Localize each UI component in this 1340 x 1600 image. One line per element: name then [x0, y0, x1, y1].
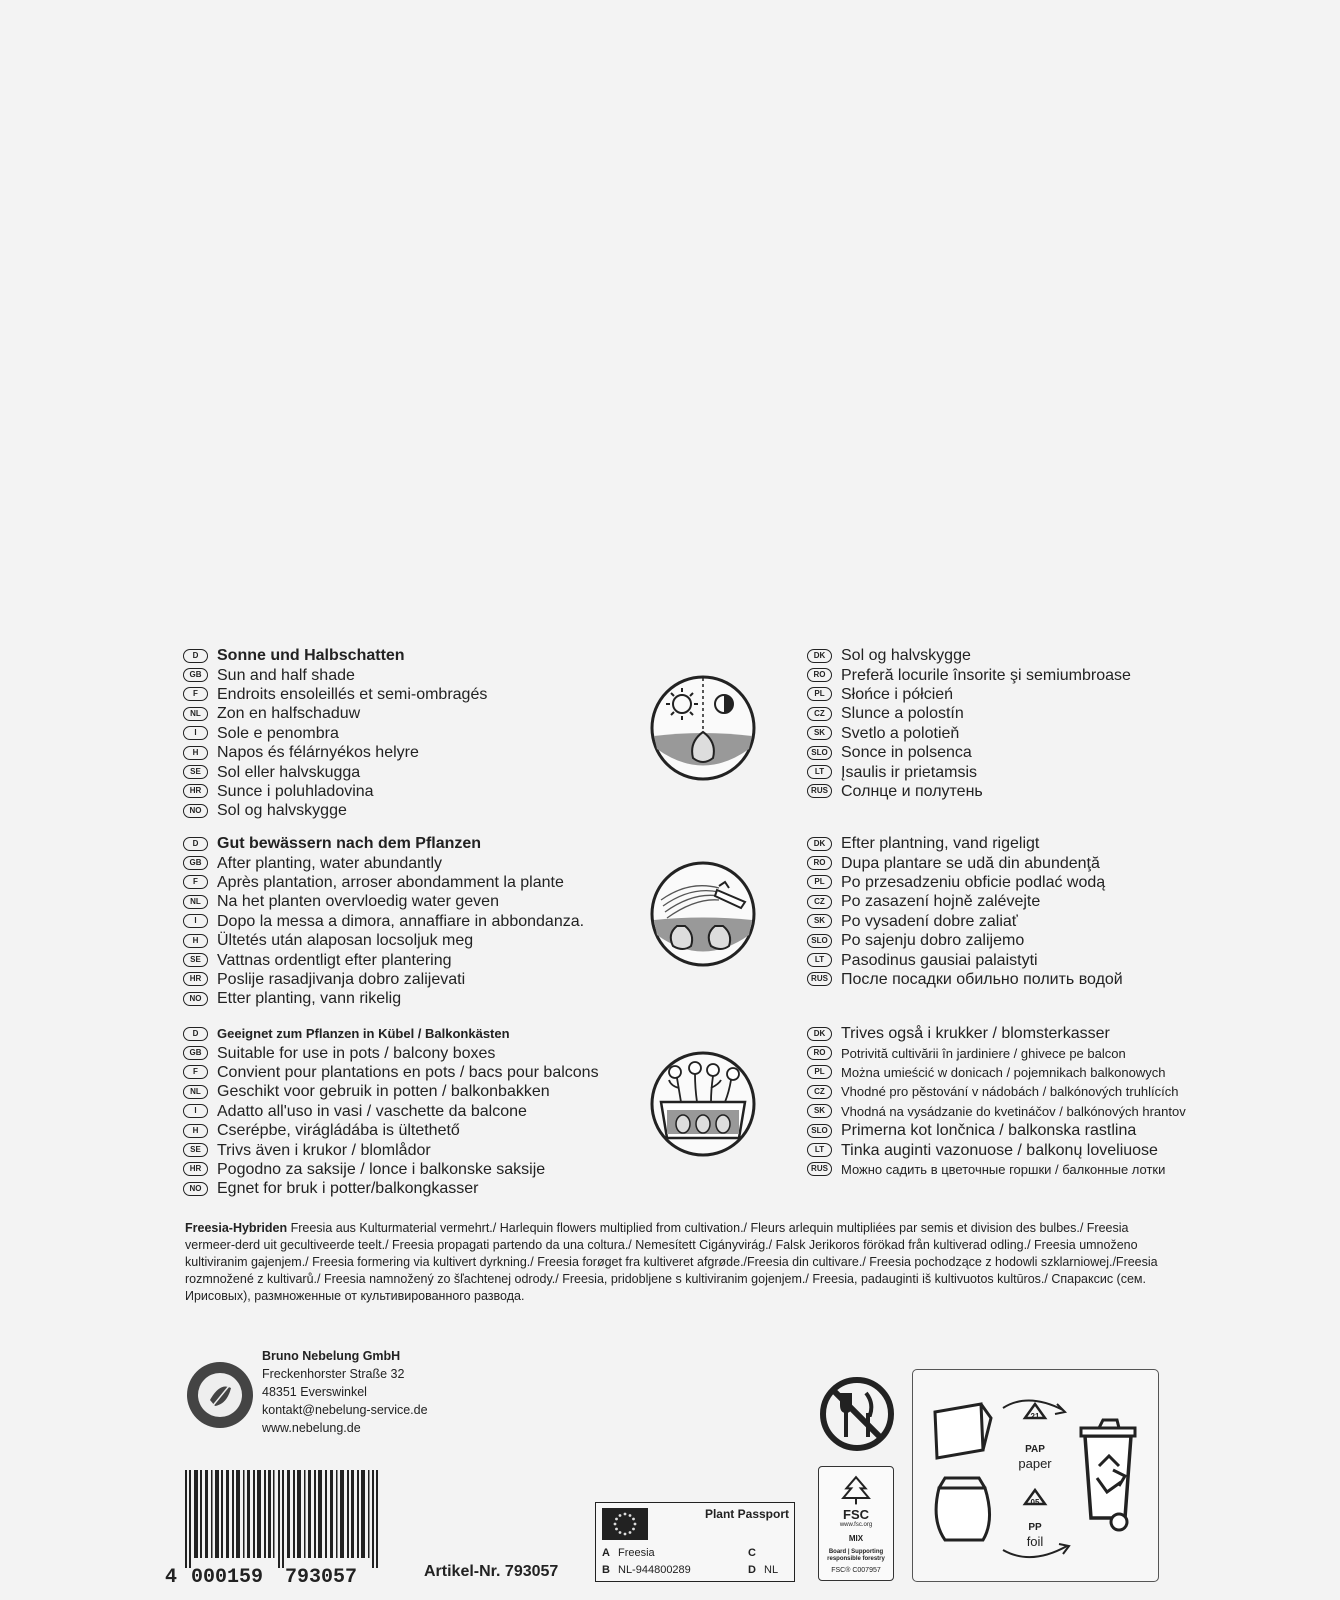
lang-badge: F	[183, 687, 208, 701]
list-item-text: Можно садить в цветочные горшки / балконные лотки	[841, 1161, 1166, 1177]
sun-right-list	[807, 646, 1167, 801]
water-right-list	[807, 834, 1167, 989]
list-item-text: Egnet for bruk i potter/balkongkasser	[217, 1180, 479, 1198]
lang-badge: RUS	[807, 1162, 832, 1176]
lang-badge: D	[183, 649, 208, 663]
list-item	[807, 892, 1167, 911]
list-item-text: Pogodno za saksije / lonce i balkonske saksije	[217, 1160, 546, 1178]
lang-badge: LT	[807, 765, 832, 779]
company-street: Freckenhorster Straße 32	[262, 1367, 405, 1381]
list-item	[807, 950, 1167, 969]
list-item-text: Po zasazení hojně zalévejte	[841, 893, 1041, 911]
list-item	[807, 912, 1167, 931]
list-item	[807, 743, 1167, 762]
list-item	[183, 1063, 643, 1082]
list-item-text: Dopo la messa a dimora, annaffiare in abbondanza.	[217, 912, 585, 930]
list-item-text: Convient pour plantations en pots / bacs pour balcons	[217, 1063, 599, 1081]
list-item	[807, 665, 1167, 684]
list-item-text: Sun and half shade	[217, 666, 355, 684]
lang-badge: DK	[807, 1027, 832, 1041]
lang-badge: SLO	[807, 1124, 832, 1138]
list-item-text: Poslije rasadjivanja dobro zalijevati	[217, 970, 466, 988]
lang-badge: PL	[807, 687, 832, 701]
list-item-text: Sol og halvskygge	[217, 802, 347, 820]
list-item-text: Pasodinus gausiai palaistyti	[841, 951, 1038, 969]
fsc-tree-icon	[832, 1473, 880, 1507]
lang-badge: PL	[807, 1065, 832, 1079]
lang-badge: HR	[183, 784, 208, 798]
list-item	[183, 892, 643, 911]
not-for-food-icon	[818, 1375, 896, 1453]
lang-badge: GB	[183, 856, 208, 870]
list-item-text: Après plantation, arroser abondamment la plante	[217, 873, 564, 891]
lang-badge: CZ	[807, 707, 832, 721]
fsc-web: www.fsc.org	[839, 1522, 873, 1528]
list-item-text: Dupa plantare se udă din abundenţă	[841, 854, 1100, 872]
lang-badge: NL	[183, 1085, 208, 1099]
barcode-bars	[185, 1470, 378, 1568]
passport-c-label: C	[748, 1547, 756, 1559]
lang-badge: H	[183, 934, 208, 948]
lang-badge: GB	[183, 668, 208, 682]
list-item	[807, 704, 1167, 723]
foil-code: 05	[1030, 1498, 1040, 1507]
lang-badge: SK	[807, 914, 832, 928]
company-email[interactable]: kontakt@nebelung-service.de	[262, 1403, 428, 1417]
lang-badge: RO	[807, 1046, 832, 1060]
lang-badge: CZ	[807, 895, 832, 909]
paper-abbr: PAP	[1025, 1444, 1045, 1455]
fsc-mix: MIX	[848, 1534, 864, 1543]
lang-badge: SK	[807, 1104, 832, 1118]
lang-badge: NO	[183, 1182, 208, 1196]
lang-badge: DK	[807, 837, 832, 851]
lang-badge: RUS	[807, 972, 832, 986]
lang-badge: I	[183, 726, 208, 740]
list-item-text: Słońce i półcień	[841, 685, 954, 703]
list-item	[807, 724, 1167, 743]
lang-badge: NO	[183, 804, 208, 818]
list-item	[807, 1082, 1179, 1101]
list-item	[183, 1082, 643, 1101]
lang-badge: RO	[807, 668, 832, 682]
passport-b-label: B	[602, 1564, 610, 1576]
botanical-description	[185, 1220, 1170, 1305]
list-item	[807, 931, 1167, 950]
list-item	[807, 853, 1167, 872]
article-number: Artikel-Nr. 793057	[424, 1563, 559, 1580]
list-item	[807, 646, 1167, 665]
list-item	[807, 1024, 1167, 1043]
passport-line-a	[602, 1547, 655, 1559]
list-item-text: Sol eller halvskugga	[217, 763, 361, 781]
lang-badge: F	[183, 1065, 208, 1079]
list-item-text: Sonce in polsenca	[841, 744, 972, 762]
list-item	[183, 1121, 643, 1140]
fsc-label	[818, 1466, 894, 1581]
list-item	[183, 704, 643, 723]
passport-b-value: NL-944800289	[618, 1564, 691, 1576]
list-item-text: Sunce i poluhladovina	[217, 782, 374, 800]
list-item-text: Svetlo a polotieň	[841, 724, 960, 742]
botanical-text: Freesia aus Kulturmaterial vermehrt./ Harlequin flowers multiplied from cultivation./ Fleurs arlequin multipliées par semis et division des bulbes./ Freesia vermeer-derd uit gecultiveerde teelt./ Freesia propagati partendo da una coltura./ Nemesített Cigányvirág./ Falsk Jerikoros förökad från kultiverad odling./ Freesia umnoženo kultiviranim gajenjem./ Freesia formering via kultivert dyrkning./ Freesia forøget fra kultiveret afgrøde./Freesia din cultivare./ Freesia pochodzące z hodowli szklarniowej./Freesia rozmnožené z kultivarů./ Freesia namnožený zo šľachtenej odrody./ Freesia, pridobljene s kultiviranim gojenjem./ Freesia, padauginti iš kultivuotos kultūros./ Спараксис (сем. Ирисовых), размноженные от культивированного развода.	[185, 1221, 1158, 1303]
list-item-text: Można umieścić w donicach / pojemnikach balkonowych	[841, 1064, 1166, 1080]
eu-flag-icon	[602, 1508, 648, 1540]
company-city: 48351 Everswinkel	[262, 1385, 367, 1399]
list-item-text: Geschikt voor gebruik in potten / balkonbakken	[217, 1083, 550, 1101]
list-item-text: Ültetés után alaposan locsoljuk meg	[217, 932, 474, 950]
list-item-text: Sol og halvskygge	[841, 647, 971, 665]
passport-line-d	[748, 1564, 778, 1576]
lang-badge: PL	[807, 875, 832, 889]
list-item-text: После посадки обильно полить водой	[841, 970, 1123, 988]
list-item	[183, 1140, 643, 1159]
list-item-text: Potrivită cultivării în jardiniere / ghivece pe balcon	[841, 1045, 1126, 1061]
list-item-text: Cserépbe, virágládába is ültethető	[217, 1122, 460, 1140]
list-item-text: Preferă locurile însorite şi semiumbroase	[841, 666, 1131, 684]
lang-badge: SLO	[807, 934, 832, 948]
list-item	[183, 743, 643, 762]
list-item	[183, 646, 643, 665]
plant-passport	[595, 1502, 795, 1582]
list-item	[807, 873, 1167, 892]
fsc-description: Board | Supporting responsible forestry	[827, 1549, 885, 1562]
list-item	[807, 1102, 1186, 1121]
lang-badge: SE	[183, 1143, 208, 1157]
list-item	[183, 873, 643, 892]
passport-line-c	[748, 1547, 764, 1559]
water-left-list	[183, 834, 643, 1009]
list-item	[183, 724, 643, 743]
list-item	[183, 1043, 643, 1062]
lang-badge: LT	[807, 1143, 832, 1157]
list-item-text: Po sajenju dobro zalijemo	[841, 932, 1025, 950]
lang-badge: RUS	[807, 784, 832, 798]
list-item-text: Vhodné pro pěstování v nádobách / balkónových truhlících	[841, 1084, 1179, 1100]
list-item	[807, 1063, 1167, 1082]
recycling-info	[912, 1369, 1159, 1582]
lang-badge: SK	[807, 726, 832, 740]
list-item	[807, 685, 1167, 704]
list-item-text: Na het planten overvloedig water geven	[217, 893, 499, 911]
paper-code: 21	[1030, 1412, 1040, 1421]
sun-left-list	[183, 646, 643, 821]
list-item-text: Trives også i krukker / blomsterkasser	[841, 1025, 1110, 1043]
lang-badge: SE	[183, 953, 208, 967]
recycling-illustration	[913, 1370, 1158, 1581]
passport-line-b	[602, 1564, 691, 1576]
list-item	[183, 950, 643, 969]
list-item	[183, 762, 643, 781]
lang-badge: D	[183, 1027, 208, 1041]
lang-badge: HR	[183, 972, 208, 986]
passport-d-value: NL	[764, 1564, 779, 1576]
list-item	[183, 801, 643, 820]
list-item	[183, 989, 643, 1008]
lang-badge: HR	[183, 1162, 208, 1176]
list-item	[807, 970, 1167, 989]
list-item	[807, 1140, 1167, 1159]
lang-badge: NL	[183, 895, 208, 909]
list-item	[807, 1121, 1167, 1140]
list-item-text: Napos és félárnyékos helyre	[217, 744, 419, 762]
list-item-text: Po przesadzeniu obficie podlać wodą	[841, 873, 1106, 891]
list-item	[183, 685, 643, 704]
list-item	[183, 782, 643, 801]
list-item-text: Солнце и полутень	[841, 782, 983, 800]
lang-badge: SLO	[807, 746, 832, 760]
lang-badge: D	[183, 837, 208, 851]
lang-badge: H	[183, 1124, 208, 1138]
list-item-text: Adatto all'uso in vasi / vaschette da balcone	[217, 1102, 527, 1120]
list-item-text: Po vysadení dobre zaliať	[841, 912, 1018, 930]
lang-badge: NL	[183, 707, 208, 721]
plant-passport-title: Plant Passport	[704, 1507, 789, 1521]
list-item	[807, 782, 1167, 801]
list-item-text: Įsaulis ir prietamsis	[841, 763, 978, 781]
sustainable-supplier-seal-icon	[185, 1360, 255, 1430]
lang-badge: I	[183, 1104, 208, 1118]
list-item	[183, 853, 643, 872]
list-item-text: Sonne und Halbschatten	[217, 647, 405, 665]
list-item	[183, 912, 643, 931]
list-item-text: After planting, water abundantly	[217, 854, 443, 872]
barcode-digit-first: 4	[165, 1566, 178, 1585]
list-item	[807, 1043, 1167, 1062]
list-item-text: Etter planting, vann rikelig	[217, 990, 402, 1008]
list-item-text: Endroits ensoleillés et semi-ombragés	[217, 685, 488, 703]
barcode-digits-left: 000159	[191, 1566, 264, 1585]
list-item	[183, 665, 643, 684]
list-item	[807, 762, 1167, 781]
lang-badge: F	[183, 875, 208, 889]
list-item	[183, 1024, 643, 1043]
lang-badge: GB	[183, 1046, 208, 1060]
list-item-text: Gut bewässern nach dem Pflanzen	[217, 835, 482, 853]
sun-half-shade-icon	[649, 674, 757, 782]
fsc-code: FSC® C007957	[831, 1567, 881, 1574]
list-item-text: Trivs även i krukor / blomlådor	[217, 1141, 431, 1159]
lang-badge: NO	[183, 992, 208, 1006]
barcode	[165, 1470, 397, 1585]
lang-badge: SE	[183, 765, 208, 779]
list-item	[183, 834, 643, 853]
list-item	[183, 931, 643, 950]
company-name: Bruno Nebelung GmbH	[262, 1349, 401, 1363]
company-address	[262, 1347, 428, 1437]
passport-a-label: A	[602, 1547, 610, 1559]
paper-word: paper	[1018, 1456, 1052, 1471]
list-item	[807, 1160, 1167, 1179]
list-item-text: Zon en halfschaduw	[217, 705, 361, 723]
foil-word: foil	[1026, 1534, 1044, 1549]
fsc-logo-text: FSC	[843, 1507, 869, 1522]
list-item-text: Efter plantning, vand rigeligt	[841, 835, 1040, 853]
lang-badge: I	[183, 914, 208, 928]
company-website[interactable]: www.nebelung.de	[262, 1421, 361, 1435]
list-item-text: Vattnas ordentligt efter plantering	[217, 951, 452, 969]
pots-left-list	[183, 1024, 643, 1199]
list-item	[183, 970, 643, 989]
passport-d-label: D	[748, 1564, 756, 1576]
watering-can-icon	[649, 860, 757, 968]
balcony-box-icon	[649, 1050, 757, 1158]
list-item-text: Tinka auginti vazonuose / balkonų loveliuose	[841, 1141, 1158, 1159]
list-item-text: Suitable for use in pots / balcony boxes	[217, 1044, 496, 1062]
list-item-text: Sole e penombra	[217, 724, 339, 742]
list-item-text: Geeignet zum Pflanzen in Kübel / Balkonkästen	[217, 1026, 510, 1042]
list-item	[183, 1102, 643, 1121]
foil-abbr: PP	[1028, 1522, 1042, 1533]
list-item	[807, 834, 1167, 853]
pots-right-list	[807, 1024, 1186, 1179]
barcode-digits-right: 793057	[285, 1566, 358, 1585]
lang-badge: DK	[807, 649, 832, 663]
list-item-text: Vhodná na vysádzanie do kvetináčov / balkónových hrantov	[841, 1103, 1186, 1119]
list-item-text: Primerna kot lončnica / balkonska rastlina	[841, 1122, 1137, 1140]
list-item	[183, 1179, 643, 1198]
passport-a-value: Freesia	[618, 1547, 655, 1559]
lang-badge: RO	[807, 856, 832, 870]
lang-badge: LT	[807, 953, 832, 967]
list-item-text: Slunce a polostín	[841, 705, 964, 723]
lang-badge: H	[183, 746, 208, 760]
botanical-title: Freesia-Hybriden	[185, 1221, 288, 1235]
list-item	[183, 1160, 643, 1179]
lang-badge: CZ	[807, 1085, 832, 1099]
